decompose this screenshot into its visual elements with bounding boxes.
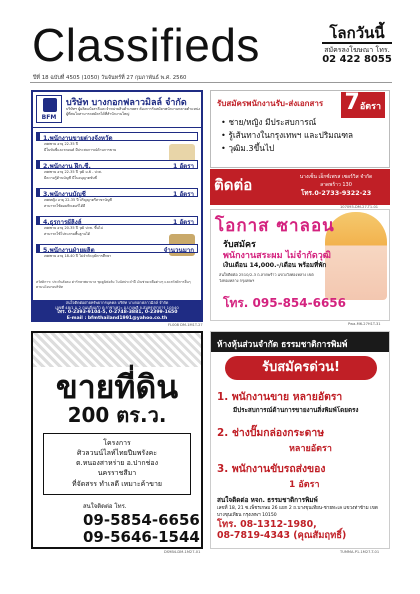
recruit-count: 7 <box>344 90 360 115</box>
printing-phone <box>217 520 346 542</box>
job-detail: เพศชาย อายุ 18-40 ปี ไม่จำกัดวุฒิการศึกษา <box>44 254 112 258</box>
recruit-count-badge <box>341 92 385 118</box>
job-detail: มีใบขับขี่และรถยนต์ มีประสบการณ์ด้านการขาย <box>44 148 117 153</box>
bfm-logo <box>36 95 62 123</box>
list-item: • รู้เส้นทางในกรุงเทพฯ และปริมณฑล <box>221 129 353 142</box>
masthead <box>0 0 420 84</box>
job-count: 1 อัตรา <box>173 163 194 170</box>
salon-address: สนใจติดต่อ 2510/2-3 ถ.ลาดพร้าว แขวงวังทองหลาง เขตวังทองหลาง กรุงเทพฯ <box>219 272 314 283</box>
job-count: จำนวนมาก <box>163 247 194 254</box>
ad-code: 107093-DM-27-T1-01 <box>340 205 379 209</box>
job-count: หลายอัตรา <box>292 391 343 403</box>
job-title: พนักงานขาย <box>231 391 290 403</box>
job-detail: เพศชาย อายุ 20-35 ปี วุฒิ ปวช. ขึ้นไป <box>44 226 103 230</box>
job-title: 1.พนักงานขายต่างจังหวัด <box>43 135 113 142</box>
logo-subtitle: สมัครลงโฆษณา โทร. <box>324 46 390 54</box>
recruit-count-unit: อัตรา <box>359 102 381 112</box>
job-count: 1 อัตรา <box>173 191 194 198</box>
job-title-bar <box>36 244 198 253</box>
printing-house-ad <box>210 331 390 549</box>
bfm-emblem-icon <box>43 98 57 112</box>
printing-address-text: เลขที่ 18, 21 ซ.เพ็ชรเกษม 26 แยก 2 ถ.บางขุนเทียน-ชายทะเล แขวงท่าข้าม เขตบางขุนเทียน กรุงเทพฯ 10150 <box>217 505 378 518</box>
list-item: • วุฒิม.3ขึ้นไป <box>221 142 353 155</box>
contact-company: นางเซ็น เอ็กซ์เพรส เซอร์วิส จำกัด <box>299 174 373 180</box>
land-project-line: ต.หนองสาหร่าย อ.ปากช่อง <box>75 459 159 468</box>
list-item: • ชาย/หญิง มีประสบการณ์ <box>221 116 353 129</box>
bfm-description: บริษัทฯ ผู้ผลิตแป้งสาลีและจำหน่ายสินค้าเกษตร ต้องการรับสมัครพนักงานหลายตำแหน่ง ผู้ที่สนใจสามารถสมัครได้ที่สำนักงานใหญ่ <box>66 107 201 117</box>
masthead-divider <box>30 82 392 83</box>
land-phone-2: 09-5646-1544 <box>83 528 200 546</box>
job-title: 4.ธุรการผัลิงล์ <box>43 219 82 226</box>
bfm-footer-phone: โทร. 0-2393-9104-5, 0-2748-3881, 0-2399-1650 <box>56 310 178 316</box>
bfm-job-3 <box>36 188 198 210</box>
land-project-line: ที่จัดสรร ทำเลดี เหมาะค้าขาย <box>71 479 163 488</box>
salon-salary: เงินเดือน 14,000.-/เดือน พร้อมที่พัก <box>223 261 327 269</box>
job-title: 5.พนักงานฝ่ายผลิต <box>43 247 95 254</box>
land-contact-label: สนใจติดต่อ โทร. <box>83 503 127 510</box>
job-number: 3. <box>217 463 229 475</box>
job-title-bar <box>36 188 198 197</box>
salon-ad <box>210 209 390 321</box>
contact-details <box>284 174 388 199</box>
land-project-line: โครงการ <box>103 439 131 447</box>
bfm-logo-abbr: BFM <box>41 114 57 121</box>
job-number: 2. <box>217 427 229 439</box>
land-project-line: ศิวลวนน์ไลท์ไทยปีมพรังคะ <box>76 449 158 458</box>
logo-phone: 02 422 8055 <box>322 54 392 66</box>
job-detail: เพศชาย อายุ 22-35 ปี <box>44 142 78 146</box>
printing-header <box>211 332 390 352</box>
ad-code: DS9B4-DM-1M27-01 <box>164 550 201 554</box>
job-count: 1 อัตรา <box>289 480 320 490</box>
job-title-line <box>217 460 387 477</box>
salon-role: พนักงานสระผม ไม่จำกัดวุฒิ <box>223 251 331 261</box>
bfm-footer <box>33 300 201 322</box>
job-title: ช่างปั๊มกล่องกระดาษ <box>231 427 325 439</box>
newspaper-logo <box>322 26 392 65</box>
land-phone-1: 09-5854-6656 <box>83 511 200 529</box>
printing-address <box>217 496 387 519</box>
job-detail: สามารถใช้โปรแกรมพื้นฐานได้ <box>44 232 91 237</box>
printing-phone-2: 08-7819-4343 (คุณสัมฤทธิ์) <box>217 529 347 541</box>
job-detail: มีความรู้ด้านบัญชี มีใบอนุญาตขับขี่ <box>44 176 98 181</box>
salon-headline: โอกาส ซาลอน <box>215 216 335 236</box>
bfm-footer-email: E-mail : bfmthailand1991@yahoo.co.th <box>66 316 168 322</box>
job-title-line <box>217 388 387 405</box>
job-title-bar <box>36 132 198 141</box>
bfm-company-name: บริษัท บางกอกฟลาวมิลล์ จำกัด <box>66 98 187 108</box>
job-title: 2.พนักงาน ฝึก.ซี. <box>43 163 91 170</box>
land-project-box <box>43 433 191 495</box>
messenger-recruit-ad <box>210 90 390 168</box>
bfm-footer-line: เลขที่ 48/1 ม.2 ถนนกิ่งแก้ว ต.ราชาเทวะ อ.บางพลี จ.สมุทรปราการ 10540 <box>55 305 179 311</box>
job-number: 1. <box>217 391 229 403</box>
logo-rule <box>322 42 392 44</box>
hatch-pattern <box>33 333 201 367</box>
urgent-banner: รับสมัครด่วน! <box>225 356 377 380</box>
recruit-list <box>221 116 353 155</box>
land-size: 200 ตร.ว. <box>67 403 167 427</box>
bfm-job-2 <box>36 160 198 182</box>
logo-text: โลกวันนี้ <box>329 24 385 42</box>
job-count: หลายอัตรา <box>289 444 332 454</box>
land-project-line: นครราชสีมา <box>97 469 137 478</box>
page-title: Classifieds <box>32 19 260 71</box>
bfm-header <box>33 92 201 128</box>
recruit-title: รับสมัครพนักงานรับ-ส่งเอกสาร <box>217 99 324 108</box>
bfm-job-5 <box>36 244 198 259</box>
job-detail: เพศชาย อายุ 22-35 ปี วุฒิ ม.6 - ปวส. <box>44 170 102 174</box>
printing-job-3 <box>217 460 387 491</box>
printing-job-2 <box>217 424 387 455</box>
job-detail: มีประสบการณ์ด้านการขายงานสิ่งพิมพ์โดยตรง <box>233 407 359 414</box>
job-title-line <box>217 424 387 441</box>
job-title: 3.พนักงานบัญชี <box>43 191 86 198</box>
ad-code: FL008 DM-1M1T-27 <box>168 323 203 327</box>
issue-info: ปีที่ 18 ฉบับที่ 4505 (1050) วันจันทร์ที่ 27 กุมภาพันธ์ พ.ศ. 2560 <box>33 75 187 81</box>
job-title-bar <box>36 160 198 169</box>
ad-code: TUMMA-P1-1M27-T-01 <box>340 550 380 554</box>
printing-address-title: สนใจติดต่อ หจก. ธรรมชาติการพิมพ์ <box>217 496 318 504</box>
recruit-header <box>211 91 390 113</box>
job-count: 1 อัตรา <box>173 219 194 226</box>
contact-banner <box>210 169 390 205</box>
job-detail: สามารถใช้คอมพิวเตอร์ได้ดี <box>44 204 86 209</box>
contact-label: ติดต่อ <box>214 176 253 194</box>
printing-phone-1: โทร. 08-1312-1980, <box>217 519 317 530</box>
land-headline: ขายที่ดิน <box>55 368 179 406</box>
bfm-footer-line: สนใจติดต่อฝ่ายทรัพยากรบุคคล บริษัท บางกอกฟลาวมิลล์ จำกัด <box>65 300 169 305</box>
job-title: พนักงานขับรถส่งของ <box>231 463 326 475</box>
job-detail: เพศหญิง อายุ 22-35 ปี ปริญญาตรีสาขาบัญชี <box>44 198 112 202</box>
salon-subtitle: รับสมัคร <box>223 240 256 250</box>
contact-phone: โทร.0-2733-9322-23 <box>300 189 372 197</box>
bfm-ad <box>31 90 203 322</box>
job-title-bar <box>36 216 198 225</box>
bfm-benefits-note: สวัสดิการ: ประกันสังคม ค่ารักษาพยาบาล ชุดยูนิฟอร์ม โบนัสประจำปี เงินช่วยเหลือต่างๆ และสวัสดิการอื่นๆ ตามนโยบายบริษัท <box>36 280 191 290</box>
printing-company: ห้างหุ้นส่วนจำกัด ธรรมชาติการพิมพ์ <box>217 339 348 349</box>
land-sale-ad <box>31 331 203 549</box>
ad-code: Pwa-M6-27H1T-31 <box>348 322 381 326</box>
printing-job-1 <box>217 388 387 415</box>
contact-address: ลาดพร้าว 130 <box>320 181 352 188</box>
salon-phone: โทร. 095-854-6656 <box>223 296 346 310</box>
